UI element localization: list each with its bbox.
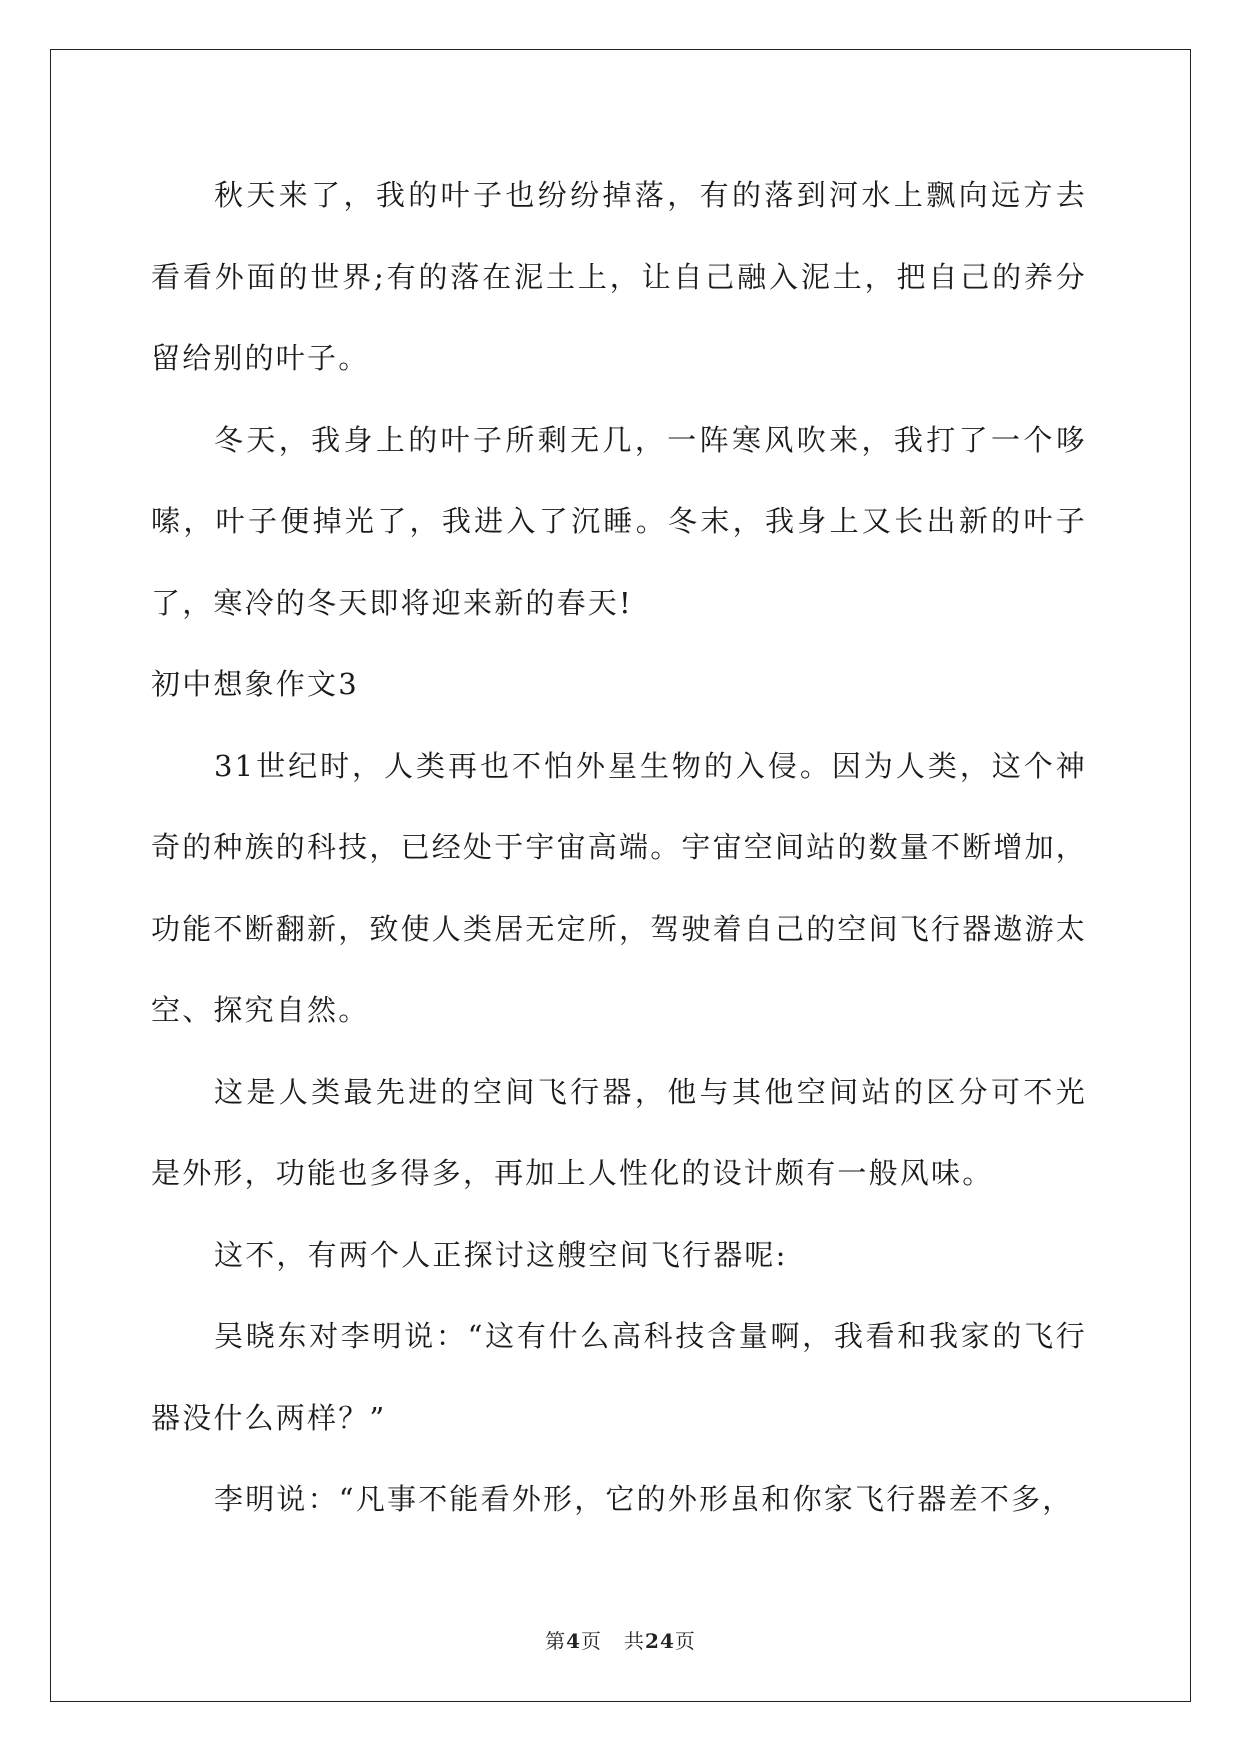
total-pages: 24 — [645, 1629, 675, 1653]
page-prefix: 第 — [545, 1629, 567, 1653]
page-footer — [0, 1625, 1241, 1654]
paragraph-li-ming: 李明说：“凡事不能看外形，它的外形虽和你家飞行器差不多， — [214, 1482, 1074, 1516]
document-body — [151, 155, 1087, 1541]
paragraph-31st-century: 31世纪时，人类再也不怕外星生物的入侵。因为人类，这个神奇的种族的科技，已经处于宇宙高端。宇宙空间站的数量不断增加，功能不断翻新，致使人类居无定所，驾驶着自己的空间飞行器遨游太空、探究自然。 — [151, 748, 1088, 1027]
paragraph-autumn: 秋天来了，我的叶子也纷纷掉落，有的落到河水上飘向远方去看看外面的世界;有的落在泥土上，让自己融入泥土，把自己的养分留给别的叶子。 — [151, 178, 1087, 375]
essay-heading: 初中想象作文3 — [151, 667, 359, 701]
page-suffix: 页 — [581, 1629, 603, 1653]
total-prefix: 共 — [624, 1629, 646, 1653]
paragraph-wu-xiaodong: 吴晓东对李明说：“这有什么高科技含量啊，我看和我家的飞行器没什么两样？” — [151, 1319, 1087, 1435]
page-number: 4 — [566, 1629, 582, 1653]
paragraph-winter: 冬天，我身上的叶子所剩无几，一阵寒风吹来，我打了一个哆嗦，叶子便掉光了，我进入了沉睡。冬末，我身上又长出新的叶子了，寒冷的冬天即将迎来新的春天! — [151, 422, 1087, 620]
paragraph-spacecraft: 这是人类最先进的空间飞行器，他与其他空间站的区分可不光是外形，功能也多得多，再加上人性化的设计颇有一般风味。 — [151, 1074, 1087, 1190]
paragraph-discussion: 这不，有两个人正探讨这艘空间飞行器呢: — [214, 1237, 788, 1272]
total-suffix: 页 — [674, 1629, 696, 1653]
